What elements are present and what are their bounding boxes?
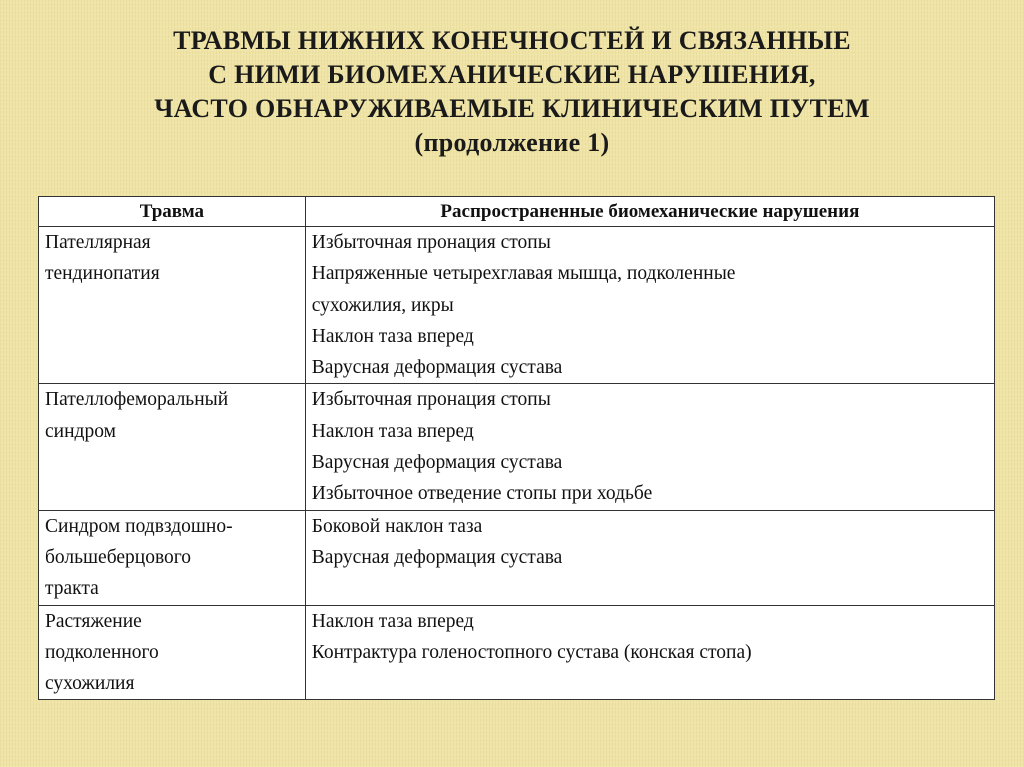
disorder-text: Избыточная пронация стопы — [311, 232, 551, 253]
injury-cell — [39, 227, 306, 384]
injury-text: подколенного — [45, 641, 159, 663]
table-row — [39, 227, 995, 384]
disorder-text: Наклон таза вперед — [311, 610, 474, 632]
injury-text: Синдром подвздошно- — [45, 515, 233, 537]
table-header-row — [39, 197, 995, 227]
disorder-text: Боковой наклон таза — [311, 515, 483, 537]
header-injury: Травма — [39, 197, 306, 227]
table-row — [39, 605, 995, 700]
title-line-1: ТРАВМЫ НИЖНИХ КОНЕЧНОСТЕЙ И СВЯЗАННЫЕ — [173, 26, 851, 55]
injury-cell — [39, 605, 306, 700]
injury-text: большеберцового — [45, 546, 192, 568]
disorder-text: Наклон таза вперед — [311, 420, 474, 442]
disorder-text: Избыточная пронация стопы — [311, 389, 551, 411]
disorder-text: Напряженные четырехглавая мышца, подколенные — [311, 263, 736, 285]
injury-table — [38, 196, 995, 700]
disorder-text: Контрактура голеностопного сустава (конская стопа) — [311, 641, 752, 663]
disorder-text: Варусная деформация сустава — [311, 546, 563, 568]
injury-cell — [39, 510, 306, 605]
disorders-cell — [305, 510, 994, 605]
table-row — [39, 510, 995, 605]
title-subtitle: (продолжение 1) — [414, 128, 610, 157]
injury-text: синдром — [45, 420, 116, 442]
disorders-cell — [305, 227, 994, 384]
disorder-text: Варусная деформация сустава — [311, 452, 563, 474]
injury-text: Растяжение — [45, 610, 142, 632]
injury-text: сухожилия — [45, 673, 135, 695]
injury-text: Пателлофеморальный — [45, 389, 229, 411]
disorder-text: Наклон таза вперед — [311, 325, 474, 347]
disorder-text: Варусная деформация сустава — [311, 357, 563, 379]
title-line-3: ЧАСТО ОБНАРУЖИВАЕМЫЕ КЛИНИЧЕСКИМ ПУТЕМ — [154, 94, 870, 123]
disorder-text: сухожилия, икры — [311, 294, 454, 316]
title-line-2: С НИМИ БИОМЕХАНИЧЕСКИЕ НАРУШЕНИЯ, — [208, 60, 816, 89]
page-title — [40, 24, 984, 160]
disorders-cell — [305, 605, 994, 700]
injury-text: тендинопатия — [45, 263, 160, 285]
disorder-text: Избыточное отведение стопы при ходьбе — [311, 483, 653, 505]
disorders-cell — [305, 384, 994, 510]
injury-text: тракта — [45, 578, 99, 600]
header-disorders: Распространенные биомеханические нарушения — [305, 197, 994, 227]
injury-cell — [39, 384, 306, 510]
table-row — [39, 384, 995, 510]
injury-text: Пателлярная — [45, 232, 151, 253]
